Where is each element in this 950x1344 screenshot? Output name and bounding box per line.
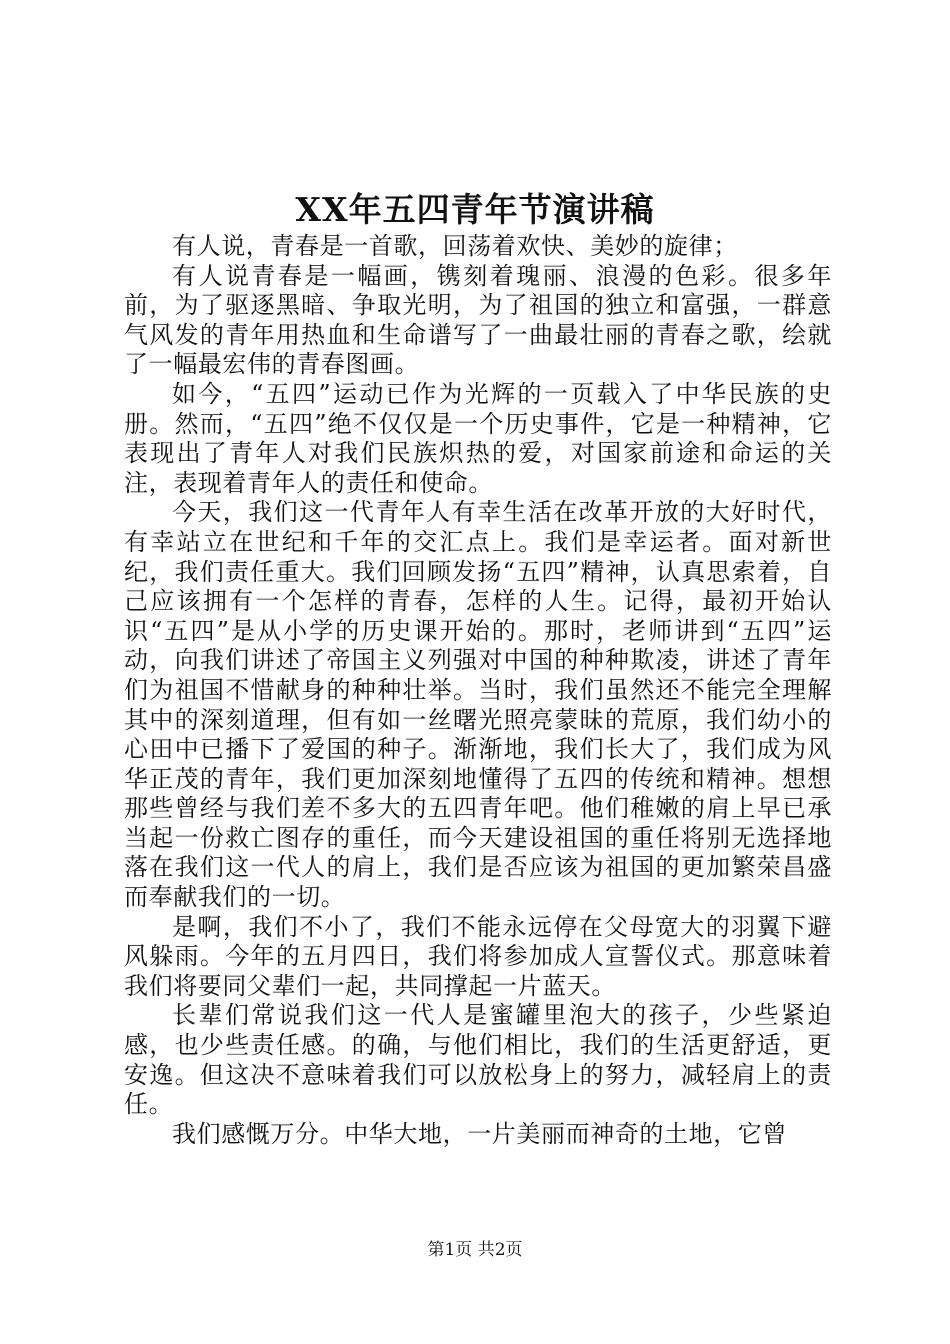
page-number-footer: 第1页 共2页	[427, 1240, 523, 1260]
paragraph-5: 是啊，我们不小了，我们不能永远停在父母宽大的羽翼下避风躲雨。今年的五月四日，我们将参加成人宣誓仪式。那意味着我们将要同父辈们一起，共同撑起一片蓝天。	[124, 912, 832, 1000]
document-title: XX年五四青年节演讲稿	[295, 190, 655, 229]
paragraph-7: 我们感慨万分。中华大地，一片美丽而神奇的土地，它曾	[172, 1119, 787, 1148]
paragraph-4: 今天，我们这一代青年人有幸生活在改革开放的大好时代，有幸站立在世纪和千年的交汇点上。我们是幸运者。面对新世纪，我们责任重大。我们回顾发扬“五四”精神，认真思索着，自己应该拥有一个怎样的青春，怎样的人生。记得，最初开始认识“五四”是从小学的历史课开始的。那时，老师讲到“五四”运动，向我们讲述了帝国主义列强对中国的种种欺凌，讲述了青年们为祖国不惜献身的种种壮举。当时，我们虽然还不能完全理解其中的深刻道理，但有如一丝曙光照亮蒙昧的荒原，我们幼小的心田中已播下了爱国的种子。渐渐地，我们长大了，我们成为风华正茂的青年，我们更加深刻地懂得了五四的传统和精神。想想那些曾经与我们差不多大的五四青年吧。他们稚嫩的肩上早已承当起一份救亡图存的重任，而今天建设祖国的重任将别无选择地落在我们这一代人的肩上，我们是否应该为祖国的更加繁荣昌盛而奉献我们的一切。	[124, 498, 832, 912]
paragraph-2: 有人说青春是一幅画，镌刻着瑰丽、浪漫的色彩。很多年前，为了驱逐黑暗、争取光明，为了祖国的独立和富强，一群意气风发的青年用热血和生命谱写了一曲最壮丽的青春之歌，绘就了一幅最宏伟的青春图画。	[124, 261, 832, 379]
paragraph-1: 有人说，青春是一首歌，回荡着欢快、美妙的旋律；	[172, 232, 738, 260]
paragraph-6: 长辈们常说我们这一代人是蜜罐里泡大的孩子，少些紧迫感，也少些责任感。的确，与他们相比，我们的生活更舒适，更安逸。但这决不意味着我们可以放松身上的努力，减轻肩上的责任。	[124, 1001, 832, 1119]
document-body	[124, 232, 832, 1149]
paragraph-3: 如今，“五四”运动已作为光辉的一页载入了中华民族的史册。然而，“五四”绝不仅仅是一个历史事件，它是一种精神，它表现出了青年人对我们民族炽热的爱，对国家前途和命运的关注，表现着青年人的责任和使命。	[124, 379, 832, 497]
